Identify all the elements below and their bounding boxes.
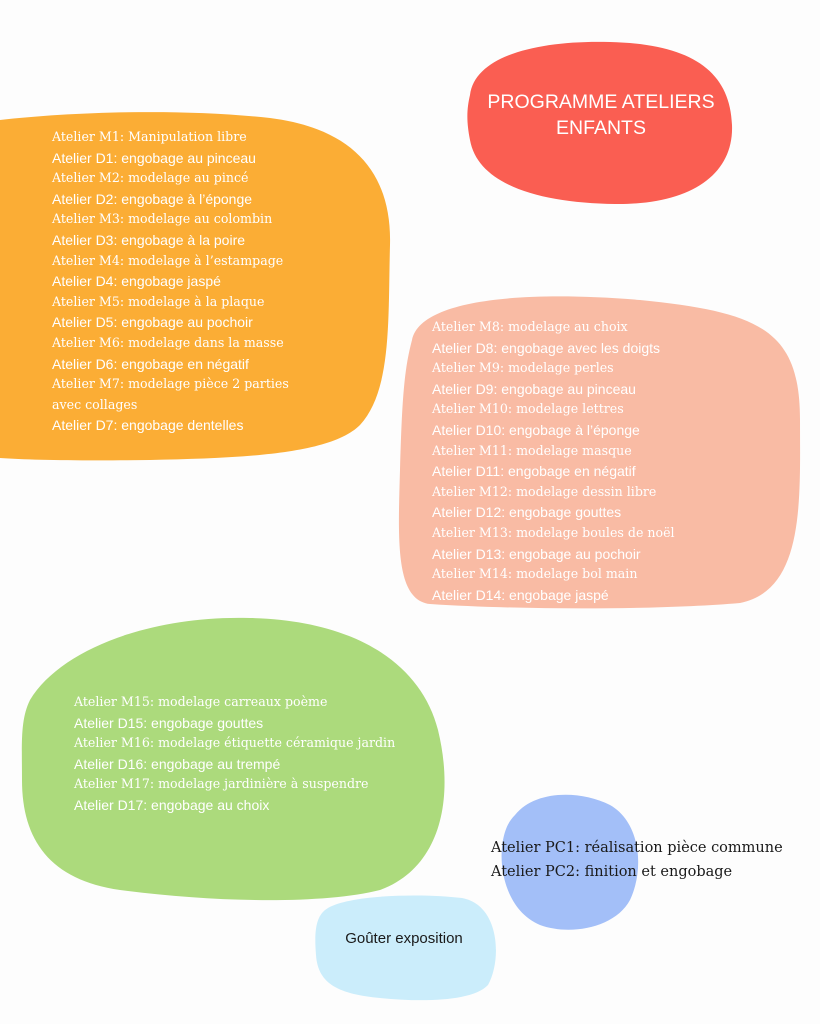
workshop-item: Atelier D1: engobage au pinceau xyxy=(52,149,256,166)
workshop-item: Atelier M7: modelage pièce 2 parties avec collages xyxy=(52,376,289,412)
workshop-item: Atelier D11: engobage en négatif xyxy=(432,463,636,480)
page-title: PROGRAMME ATELIERS ENFANTS xyxy=(487,91,715,139)
workshop-item: Atelier D14: engobage jaspé xyxy=(432,586,609,603)
workshop-item: Atelier M10: modelage lettres xyxy=(432,401,624,417)
orange-workshop-list xyxy=(52,127,382,436)
workshop-item: Atelier D16: engobage au trempé xyxy=(74,755,281,772)
closing-label: Goûter exposition xyxy=(345,930,463,947)
workshop-item: Atelier M14: modelage bol main xyxy=(432,566,638,582)
workshop-item: Atelier M3: modelage au colombin xyxy=(52,211,273,227)
workshop-item: Atelier M9: modelage perles xyxy=(432,360,614,376)
workshop-item: Atelier M5: modelage à la plaque xyxy=(52,293,265,309)
workshop-item: Atelier D15: engobage gouttes xyxy=(74,714,264,731)
workshop-item: Atelier M8: modelage au choix xyxy=(432,319,628,334)
workshop-item: Atelier D6: engobage en négatif xyxy=(52,355,249,372)
workshop-item: Atelier M1: Manipulation libre xyxy=(52,129,247,144)
workshop-item: Atelier D7: engobage dentelles xyxy=(52,417,244,434)
peach-workshop-list xyxy=(432,317,792,605)
workshop-item: Atelier D12: engobage gouttes xyxy=(432,504,622,521)
workshop-item: Atelier M4: modelage à l’estampage xyxy=(52,252,284,268)
workshop-item: Atelier D10: engobage à l’éponge xyxy=(432,421,640,438)
workshop-item: Atelier D4: engobage jaspé xyxy=(52,273,221,290)
workshop-item: Atelier M17: modelage jardinière à suspendre xyxy=(74,776,369,792)
workshop-item: Atelier D8: engobage avec les doigts xyxy=(432,339,661,356)
lightblue-blob-shape xyxy=(315,895,496,1000)
workshop-item: Atelier D9: engobage au pinceau xyxy=(432,380,636,397)
workshop-item: Atelier M15: modelage carreaux poème xyxy=(74,694,328,709)
workshop-item: Atelier M6: modelage dans la masse xyxy=(52,334,284,350)
workshop-item: Atelier M13: modelage boules de noël xyxy=(432,524,675,540)
workshop-item: Atelier M16: modelage étiquette céramique jardin xyxy=(74,735,396,751)
workshop-item: Atelier D13: engobage au pochoir xyxy=(432,545,641,562)
workshop-item: Atelier D5: engobage au pochoir xyxy=(52,314,253,331)
workshop-item: Atelier PC2: finition et engobage xyxy=(491,864,733,880)
workshop-item: Atelier D17: engobage au choix xyxy=(74,796,270,813)
workshop-item: Atelier D3: engobage à la poire xyxy=(52,231,246,248)
workshop-item: Atelier M12: modelage dessin libre xyxy=(432,483,657,499)
workshop-item: Atelier M2: modelage au pincé xyxy=(52,170,249,186)
workshop-item: Atelier D2: engobage à l’éponge xyxy=(52,190,253,207)
workshop-item: Atelier M11: modelage masque xyxy=(432,442,632,458)
common-workshop-list xyxy=(491,836,811,884)
workshop-item: Atelier PC1: réalisation pièce commune xyxy=(491,840,783,856)
green-workshop-list xyxy=(74,692,434,816)
